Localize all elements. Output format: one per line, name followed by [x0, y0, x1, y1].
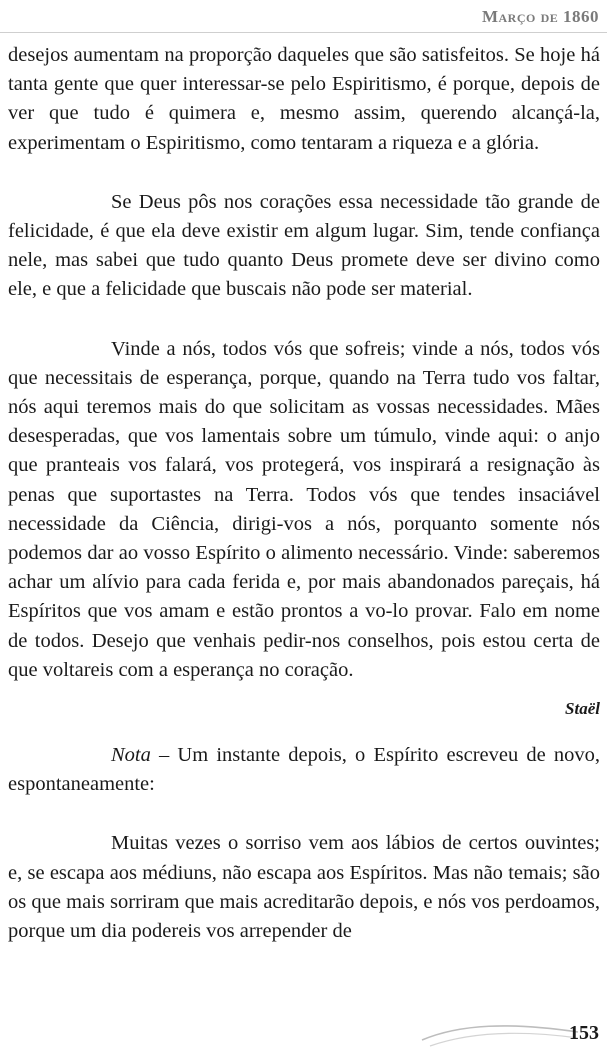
header-divider: [0, 32, 607, 33]
paragraph-deus: Se Deus pôs nos corações essa necessidade tão grande de felicidade, é que ela deve existir em algum lugar. Sim, tende confiança nele, mas sabei que tudo quanto Deus promete deve ser divino como ele, e que a felicidade que buscais não pode ser material.: [8, 190, 600, 301]
footer-swash-ornament: [420, 1018, 580, 1052]
nota-label: Nota: [111, 744, 151, 767]
page-number: 153: [569, 1022, 599, 1044]
paragraph-nota: [8, 741, 600, 799]
running-header-title: Março de 1860: [481, 7, 599, 26]
paragraph-continuation: desejos aumentam na proporção daqueles que são satisfeitos. Se hoje há tanta gente que quer interessar-se pelo Espiritismo, é porque, depois de ver que tudo é quimera e, mesmo assim, querendo alcançá-la, experimentam o Espiritismo, como tentaram a riqueza e a glória.: [8, 44, 600, 154]
paragraph-vinde: Vinde a nós, todos vós que sofreis; vinde a nós, todos vós que necessitais de esperança, porque, quando na Terra tudo vos faltar, nós aqui teremos mais do que solicitam as vossas necessidades. Mães desesperadas, que vos lamentais sobre um túmulo, vinde aqui: o anjo que pranteais vos falará, vos protegerá, vos inspirará a resignação às penas que suportastes na Terra. Todos vós que tendes insaciável necessidade da Ciência, dirigi-vos a nós, porquanto somente nós podemos dar ao vosso Espírito o alimento necessário. Vinde: saberemos achar um alívio para cada ferida e, por mais abandonados pareçais, há Espíritos que vos amam e estão prontos a vo-lo provar. Falo em nome de todos. Desejo que venhais pedir-nos conselhos, pois estou certa de que voltareis com a esperança no coração.: [8, 337, 600, 681]
nota-text: – Um instante depois, o Espírito escreveu de novo, espontaneamente:: [8, 744, 600, 796]
paragraph-final: Muitas vezes o sorriso vem aos lábios de certos ouvintes; e, se escapa aos médiuns, não escapa aos Espíritos. Mas não temais; são os que mais sorriram que mais acreditarão depois, e nós vos perdoamos, porque um dia podereis vos arrepender de: [8, 832, 600, 943]
signature-stael: Staël: [565, 699, 600, 719]
page-body: [8, 41, 600, 976]
